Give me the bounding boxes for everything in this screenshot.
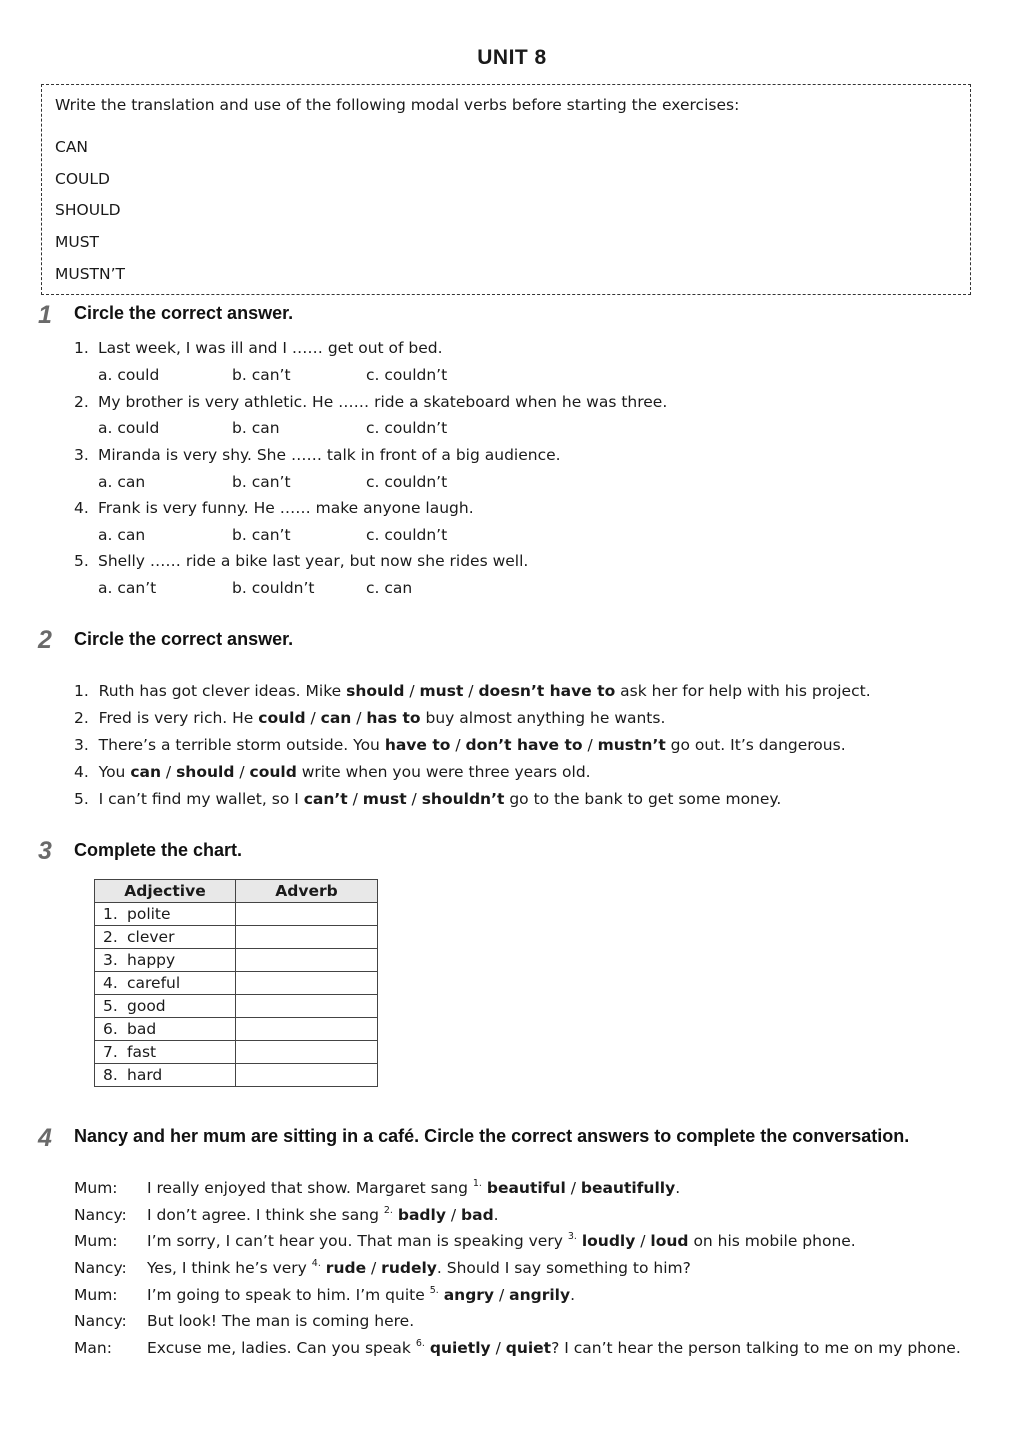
header-adjective: Adjective (95, 880, 236, 903)
chart-row (95, 903, 378, 926)
row-number: 6. (103, 1020, 118, 1038)
item-number: 4. (74, 763, 89, 781)
exercise-1-number: 1 (38, 301, 52, 329)
speech (147, 1259, 691, 1277)
adjective: good (127, 997, 166, 1015)
option[interactable]: should (176, 763, 235, 781)
separator: / (161, 763, 177, 781)
separator: / (463, 682, 479, 700)
option-a[interactable]: a. can (98, 473, 146, 491)
speech-text: . (675, 1179, 681, 1197)
modal-verb: MUSTN’T (55, 265, 126, 283)
option[interactable]: beautiful (486, 1179, 566, 1197)
adjective-cell (95, 995, 236, 1018)
item-number: 1. (74, 339, 89, 357)
option[interactable]: can (320, 709, 352, 727)
adverb-answer-cell[interactable] (236, 1018, 378, 1041)
item-question: Shelly …… ride a bike last year, but now she rides well. (98, 552, 529, 570)
option[interactable]: loud (650, 1232, 689, 1250)
option-a[interactable]: a. could (98, 419, 160, 437)
item-text: ask her for help with his project. (615, 682, 871, 700)
option[interactable]: could (249, 763, 297, 781)
separator: / (582, 736, 598, 754)
exercise-4-title: Nancy and her mum are sitting in a café. Circle the correct answers to complete the conversation. (74, 1126, 910, 1146)
speaker: Mum: (74, 1179, 118, 1197)
option[interactable]: don’t have to (465, 736, 583, 754)
separator: / (305, 709, 321, 727)
item-number: 2. (74, 709, 89, 727)
option[interactable]: must (419, 682, 464, 700)
option-b[interactable]: b. can’t (232, 473, 291, 491)
chart-row (95, 926, 378, 949)
speech (147, 1286, 575, 1304)
option-a[interactable]: a. can (98, 526, 146, 544)
item-number: 5. (74, 790, 89, 808)
option[interactable]: rudely (381, 1259, 437, 1277)
chart-row (95, 1018, 378, 1041)
option[interactable]: beautifully (580, 1179, 676, 1197)
item-text: Fred is very rich. He (98, 709, 259, 727)
modal-verb: COULD (55, 170, 110, 188)
separator: / (347, 790, 363, 808)
separator: / (406, 790, 422, 808)
separator: / (445, 1206, 462, 1224)
header-adverb: Adverb (236, 880, 378, 903)
option-c[interactable]: c. couldn’t (366, 526, 448, 544)
adjective-cell (95, 949, 236, 972)
item-number: 5. (74, 552, 89, 570)
intro-prompt: Write the translation and use of the following modal verbs before starting the exercises: (55, 96, 740, 114)
exercise-2-item (74, 709, 665, 727)
separator: / (490, 1339, 506, 1357)
option-b[interactable]: b. can (232, 419, 280, 437)
adjective: hard (127, 1066, 163, 1084)
option-c[interactable]: c. couldn’t (366, 473, 448, 491)
separator: / (635, 1232, 651, 1250)
item-text: Ruth has got clever ideas. Mike (98, 682, 347, 700)
separator: / (351, 709, 367, 727)
speech-text: I don’t agree. I think she sang (147, 1206, 384, 1224)
option[interactable]: have to (384, 736, 451, 754)
exercise-2-title: Circle the correct answer. (74, 629, 294, 649)
item-question: My brother is very athletic. He …… ride a skateboard when he was three. (98, 393, 668, 411)
exercise-4-number: 4 (38, 1124, 52, 1152)
speech-text: I really enjoyed that show. Margaret sang (147, 1179, 473, 1197)
separator: / (450, 736, 466, 754)
item-question: Miranda is very shy. She …… talk in front of a big audience. (98, 446, 561, 464)
option[interactable]: bad (461, 1206, 494, 1224)
option[interactable]: quietly (429, 1339, 491, 1357)
speech (147, 1206, 499, 1224)
option[interactable]: rude (325, 1259, 367, 1277)
row-number: 2. (103, 928, 118, 946)
adjective: bad (127, 1020, 157, 1038)
option[interactable]: quiet (505, 1339, 552, 1357)
adjective: fast (127, 1043, 157, 1061)
blank-number: 1. (472, 1178, 482, 1189)
blank-number: 6. (415, 1338, 425, 1349)
item-text: There’s a terrible storm outside. You (98, 736, 385, 754)
adjective: polite (127, 905, 171, 923)
exercise-2-item (74, 736, 846, 754)
item-number: 1. (74, 682, 89, 700)
exercise-3-title: Complete the chart. (74, 840, 243, 860)
chart-header-row (95, 880, 378, 903)
adjective-cell (95, 926, 236, 949)
item-question: Frank is very funny. He …… make anyone laugh. (98, 499, 474, 517)
option-b[interactable]: b. couldn’t (232, 579, 315, 597)
option[interactable]: should (346, 682, 405, 700)
blank-number: 3. (567, 1231, 577, 1242)
chart-row (95, 1041, 378, 1064)
adjective-adverb-chart (94, 879, 378, 1087)
chart-row (95, 972, 378, 995)
adverb-answer-cell[interactable] (236, 972, 378, 995)
item-text: buy almost anything he wants. (420, 709, 666, 727)
speech-text: Yes, I think he’s very (147, 1259, 312, 1277)
exercise-2-item (74, 790, 781, 808)
item-number: 3. (74, 736, 89, 754)
option-c[interactable]: c. couldn’t (366, 366, 448, 384)
adjective-cell (95, 1018, 236, 1041)
row-number: 8. (103, 1066, 118, 1084)
exercise-2-item (74, 763, 591, 781)
adverb-answer-cell[interactable] (236, 903, 378, 926)
chart-row (95, 949, 378, 972)
speech (147, 1179, 680, 1197)
item-question: Last week, I was ill and I …… get out of bed. (98, 339, 443, 357)
adverb-answer-cell[interactable] (236, 926, 378, 949)
adjective-cell (95, 1041, 236, 1064)
adverb-answer-cell[interactable] (236, 1064, 378, 1087)
adjective-cell (95, 972, 236, 995)
option[interactable]: must (362, 790, 407, 808)
blank-number: 2. (383, 1205, 393, 1216)
speaker: Nancy: (74, 1259, 127, 1277)
speech-text: But look! The man is coming here. (147, 1312, 415, 1330)
item-text: go to the bank to get some money. (504, 790, 782, 808)
separator: / (494, 1286, 510, 1304)
speech-text: I’m sorry, I can’t hear you. That man is speaking very (147, 1232, 568, 1250)
adjective: happy (127, 951, 176, 969)
speech (147, 1312, 414, 1330)
speech-text: . (570, 1286, 576, 1304)
option[interactable]: badly (397, 1206, 446, 1224)
option-b[interactable]: b. can’t (232, 366, 291, 384)
adjective: careful (127, 974, 181, 992)
speech-text: Excuse me, ladies. Can you speak (147, 1339, 416, 1357)
item-text: I can’t find my wallet, so I (98, 790, 304, 808)
adverb-answer-cell[interactable] (236, 949, 378, 972)
item-text: You (98, 763, 131, 781)
option[interactable]: angrily (509, 1286, 571, 1304)
row-number: 7. (103, 1043, 118, 1061)
speaker: Nancy: (74, 1312, 127, 1330)
option[interactable]: doesn’t have to (478, 682, 616, 700)
blank-number: 5. (429, 1285, 439, 1296)
chart-row (95, 1064, 378, 1087)
option-c[interactable]: c. couldn’t (366, 419, 448, 437)
separator: / (234, 763, 250, 781)
adverb-answer-cell[interactable] (236, 995, 378, 1018)
option[interactable]: can (130, 763, 161, 781)
speaker: Man: (74, 1339, 112, 1357)
option-b[interactable]: b. can’t (232, 526, 291, 544)
option[interactable]: could (258, 709, 306, 727)
item-number: 3. (74, 446, 89, 464)
option[interactable]: has to (366, 709, 421, 727)
blank-number: 4. (311, 1258, 321, 1269)
speech (147, 1339, 961, 1357)
chart-row (95, 995, 378, 1018)
separator: / (366, 1259, 382, 1277)
adjective: clever (127, 928, 175, 946)
row-number: 1. (103, 905, 118, 923)
modal-verb: MUST (55, 233, 100, 251)
option-a[interactable]: a. can’t (98, 579, 157, 597)
option-a[interactable]: a. could (98, 366, 160, 384)
exercise-1-title: Circle the correct answer. (74, 303, 294, 323)
item-text: go out. It’s dangerous. (665, 736, 846, 754)
adjective-cell (95, 1064, 236, 1087)
row-number: 4. (103, 974, 118, 992)
exercise-3-number: 3 (38, 837, 52, 865)
item-number: 2. (74, 393, 89, 411)
speech (147, 1232, 856, 1250)
option[interactable]: angry (443, 1286, 495, 1304)
intro-box (41, 84, 971, 295)
adjective-cell (95, 903, 236, 926)
speech-text: on his mobile phone. (688, 1232, 856, 1250)
item-text: write when you were three years old. (296, 763, 591, 781)
modal-verb: CAN (55, 138, 89, 156)
row-number: 5. (103, 997, 118, 1015)
option[interactable]: mustn’t (597, 736, 666, 754)
exercise-2-item (74, 682, 871, 700)
separator: / (404, 682, 420, 700)
option[interactable]: loudly (581, 1232, 636, 1250)
option-c[interactable]: c. can (366, 579, 413, 597)
item-number: 4. (74, 499, 89, 517)
speaker: Mum: (74, 1232, 118, 1250)
row-number: 3. (103, 951, 118, 969)
modal-verb: SHOULD (55, 201, 121, 219)
speaker: Nancy: (74, 1206, 127, 1224)
speech-text: . Should I say something to him? (436, 1259, 691, 1277)
adverb-answer-cell[interactable] (236, 1041, 378, 1064)
speaker: Mum: (74, 1286, 118, 1304)
speech-text: I’m going to speak to him. I’m quite (147, 1286, 430, 1304)
speech-text: ? I can’t hear the person talking to me on my phone. (551, 1339, 961, 1357)
option[interactable]: can’t (303, 790, 348, 808)
speech-text: . (493, 1206, 499, 1224)
page-title: UNIT 8 (477, 46, 547, 69)
option[interactable]: shouldn’t (421, 790, 505, 808)
separator: / (565, 1179, 581, 1197)
exercise-2-number: 2 (38, 626, 52, 654)
